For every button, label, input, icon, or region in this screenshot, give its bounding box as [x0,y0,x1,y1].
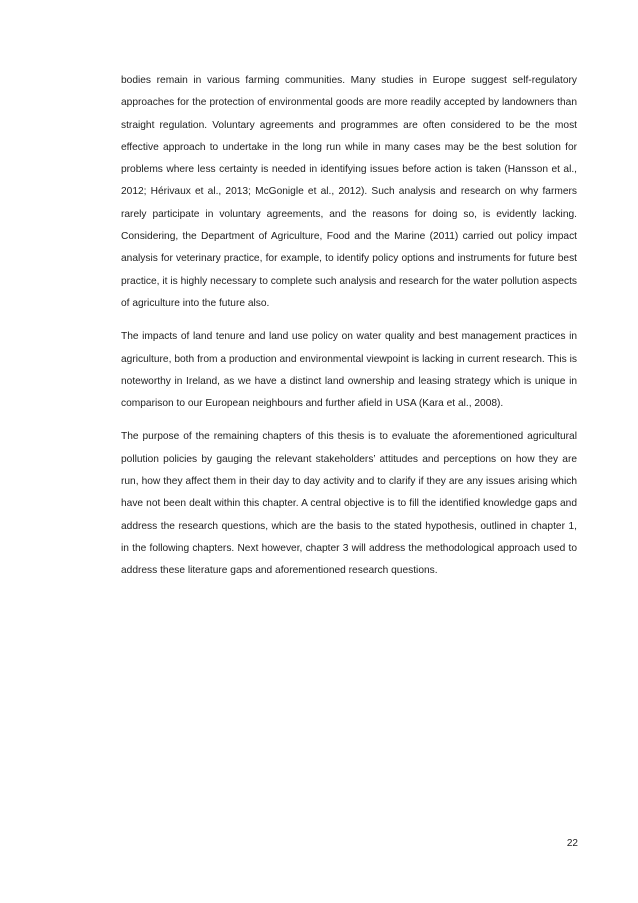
paragraph-3: The purpose of the remaining chapters of this thesis is to evaluate the aforementioned agricultural pollution policies by gauging the relevant stakeholders’ attitudes and perceptions on how they are run, how they affect them in their day to day activity and to clarify if they are any issues arising which have not been dealt within this chapter. A central objective is to fill the identified knowledge gaps and address the research questions, which are the basis to the stated hypothesis, outlined in chapter 1, in the following chapters. Next however, chapter 3 will address the methodological approach used to address these literature gaps and aforementioned research questions. [121,431,577,577]
page-number: 22 [566,838,578,849]
body-text [121,70,577,594]
paragraph-2: The impacts of land tenure and land use policy on water quality and best management practices in agriculture, both from a production and environmental viewpoint is lacking in current research. This is noteworthy in Ireland, as we have a distinct land ownership and leasing strategy which is unique in comparison to our European neighbours and further afield in USA (Kara et al., 2008). [121,331,577,410]
paragraph-1: bodies remain in various farming communities. Many studies in Europe suggest self-regulatory approaches for the protection of environmental goods are more readily accepted by landowners than straight regulation. Voluntary agreements and programmes are often considered to be the most effective approach to undertake in the long run while in many cases may be the best solution for problems where less certainty is needed in identifying issues before action is taken (Hansson et al., 2012; Hérivaux et al., 2013; McGonigle et al., 2012). Such analysis and research on why farmers rarely participate in voluntary agreements, and the reasons for doing so, is evidently lacking. Considering, the Department of Agriculture, Food and the Marine (2011) carried out policy impact analysis for veterinary practice, for example, to identify policy options and instruments for future best practice, it is highly necessary to complete such analysis and research for the water pollution aspects of agriculture into the future also. [121,75,577,309]
